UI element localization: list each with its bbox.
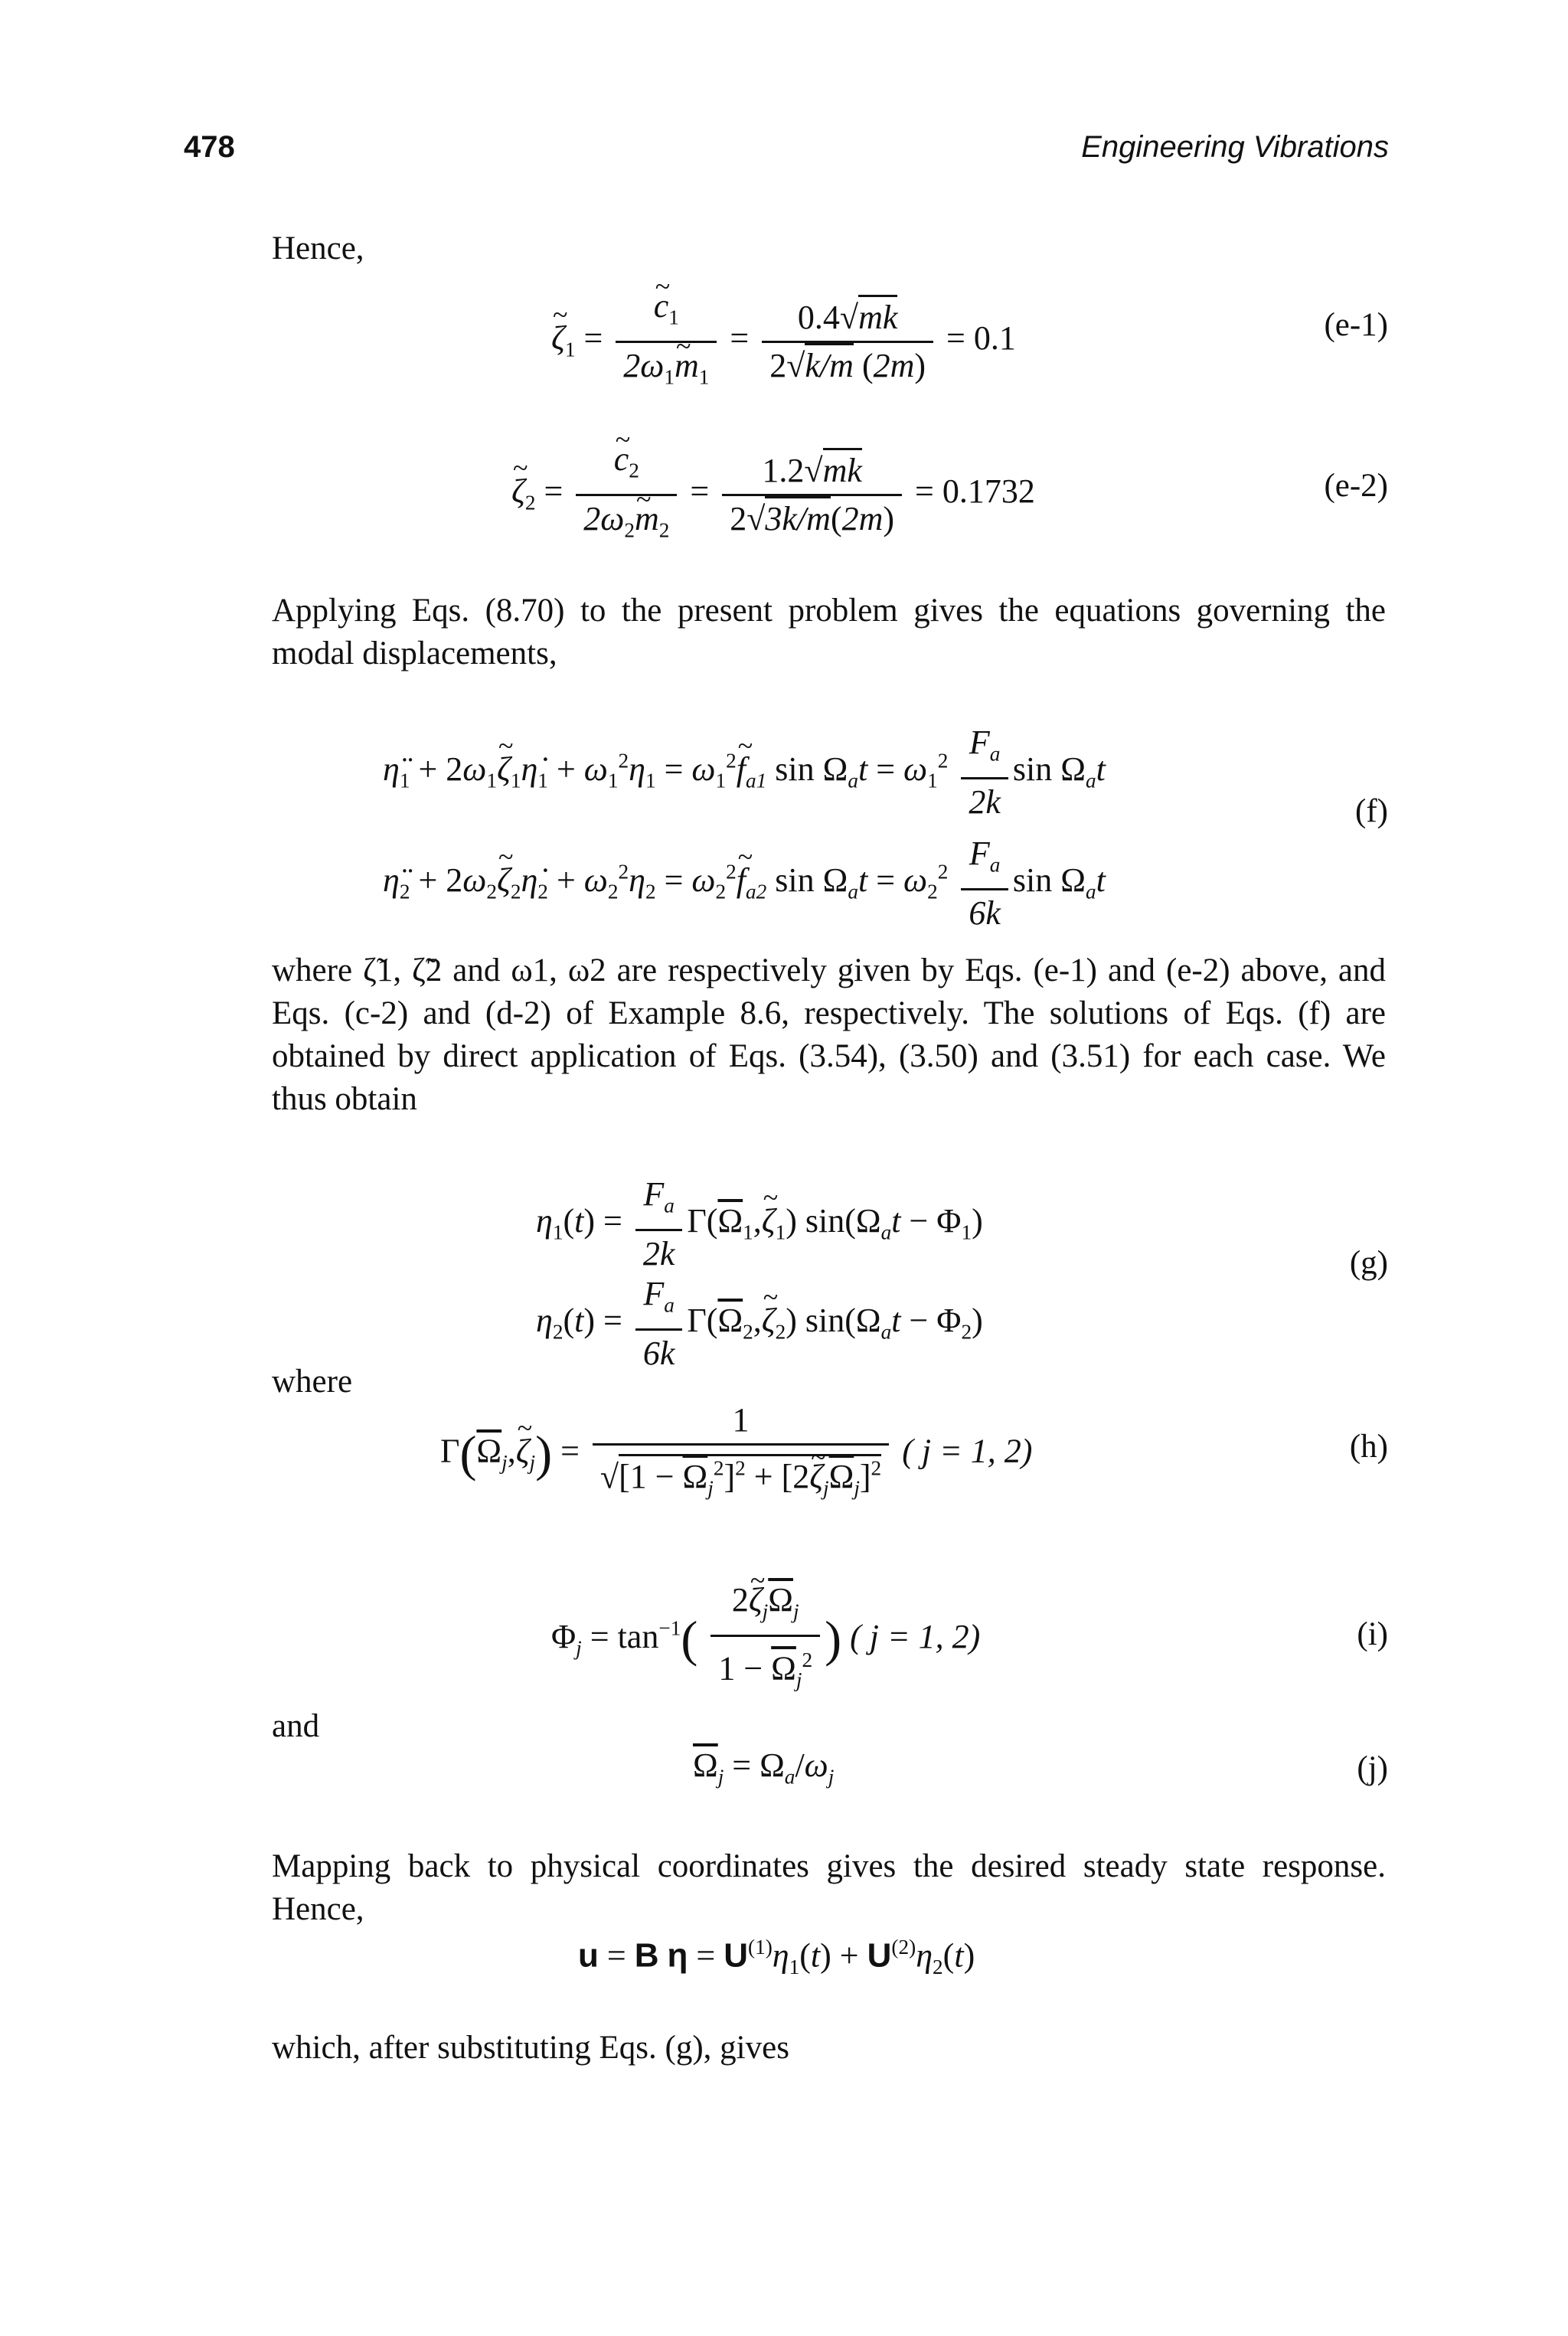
equation-tag-g: (g) <box>1349 1245 1388 1281</box>
paragraph-applying: Applying Eqs. (8.70) to the present problem gives the equations governing the modal displacements, <box>272 593 1386 671</box>
paragraph-where: where ζ̃1, ζ̃2 and ω1, ω2 are respectively given by Eqs. (e-1) and (e-2) above, and Eqs. (c-2) and (d-2) of Example 8.6, respectively. The solutions of Eqs. (f) are obtained by direct application of Eqs. (3.54), (3.50) and (3.51) for each case. We thus obtain <box>272 952 1386 1117</box>
word-and: and <box>272 1708 320 1744</box>
equation-g-line1: $\eta_1(t)$ = $\frac{F_a}{2k}$ $\Gamma(\overline{\Omega}_1,\sim$ $\zeta_1$) $\sin(\Omega_at - \Phi_1)$ <box>536 1171 983 1277</box>
equation-tag-e2: (e-2) <box>1324 468 1388 504</box>
equation-u: u = B $\eta = U^{(1)}\eta_1(t) + U^{(2)}\eta_2(t)$ <box>578 1936 975 1978</box>
equation-tag-j: (j) <box>1357 1750 1388 1786</box>
equation-e1: ~ $\zeta_1$ = ~ $\frac{c_1}{2\omega_1\sim m_1}$ = $\frac{0.4√mk}{2√k/m (2m)}$ = 0.1 <box>551 283 1016 400</box>
equation-e2: ~ $\zeta_2$ = ~ $\frac{c_2}{2\omega_2\sim m_2}$ = $\frac{1.2√mk}{2√3k/m(2m)}$ = 0.1732 <box>511 436 1035 553</box>
equation-g-line2: $\eta_2(t)$ = $\frac{F_a}{6k}$ $\Gamma(\overline{\Omega}_2,\sim$ $\zeta_2$) $\sin(\Omega_at - \Phi_2)$ <box>536 1271 983 1377</box>
equation-j: $\overline{\Omega}_j = \Omega_a/\omega_j$ <box>693 1746 835 1789</box>
equation-h: $\Gamma(\overline{\Omega}_j,\sim$ $\zeta_j$) = $\frac{1}{√[1 - \overline{\Omega}_j^2]^2 + [2\sim \zeta_j\overline{\Omega}_j]^2}$ ( j = 1, 2) <box>440 1397 1032 1511</box>
word-where: where <box>272 1364 353 1400</box>
equation-i: $\Phi_j = \tan^{-1}$( $\frac{2\sim \zeta_j\overline{\Omega}_j}{1 - \overline{\Omega}_j^2}$ ) ( j = 1, 2) <box>551 1577 980 1702</box>
equation-tag-i: (i) <box>1357 1616 1388 1652</box>
equation-tag-e1: (e-1) <box>1324 307 1388 343</box>
running-header-title: Engineering Vibrations <box>1081 130 1389 164</box>
paragraph-hence: Hence, <box>272 230 364 266</box>
equation-tag-f: (f) <box>1355 793 1388 829</box>
equation-tag-h: (h) <box>1349 1429 1388 1465</box>
paragraph-mapping: Mapping back to physical coordinates gives the desired steady state response. Hence, <box>272 1848 1386 1927</box>
equation-f-line1: $\etä_1$ + $2\omega_1\sim$ $\zeta_1\etȧ_1 + \omega_1^2\eta_1$ = $\omega_1^2\sim$ $f_{a1}$ $\sin \Omega_at = \omega_1^2$ $\frac{F_a}{2k}$ $\sin \Omega_at$ <box>383 720 1106 825</box>
equation-f-line2: $\etä_2$ + $2\omega_2\sim$ $\zeta_2\etȧ_2 + \omega_2^2\eta_2$ = $\omega_2^2\sim$ $f_{a2}$ $\sin \Omega_at = \omega_2^2$ $\frac{F_a}{6k}$ $\sin \Omega_at$ <box>383 831 1106 936</box>
paragraph-after: which, after substituting Eqs. (g), gives <box>272 2030 789 2066</box>
page-number: 478 <box>184 130 235 164</box>
